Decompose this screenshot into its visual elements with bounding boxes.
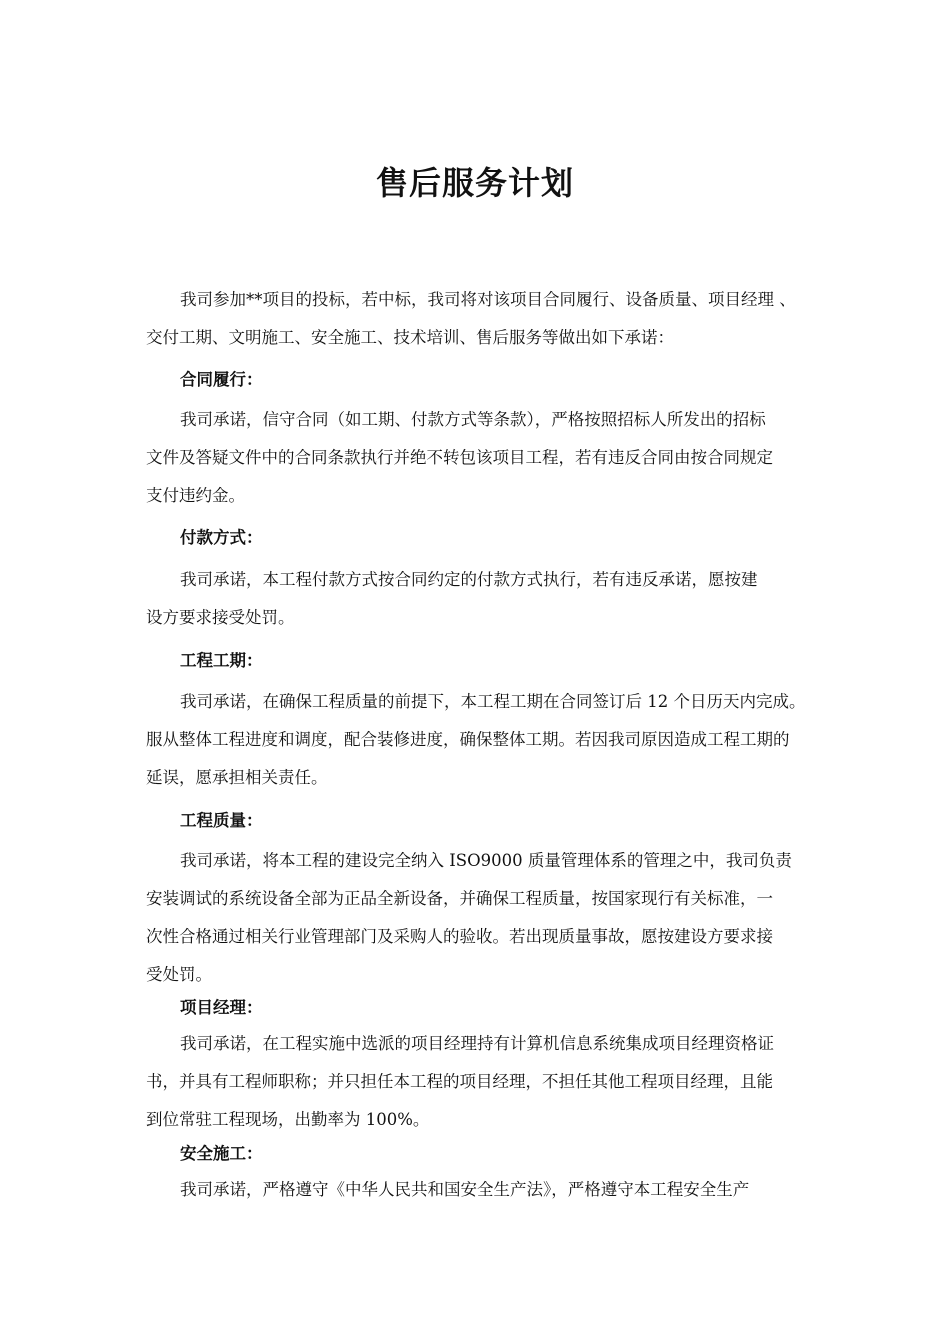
- section-line: 我司承诺，在工程实施中选派的项目经理持有计算机信息系统集成项目经理资格证: [180, 1034, 774, 1053]
- section-line: 设方要求接受处罚。: [146, 608, 295, 627]
- section-heading: 项目经理：: [180, 998, 263, 1017]
- section-heading: 工程工期：: [180, 651, 263, 670]
- section-line: 我司承诺，将本工程的建设完全纳入 ISO9000 质量管理体系的管理之中，我司负责: [180, 851, 792, 870]
- section-line: 次性合格通过相关行业管理部门及采购人的验收。若出现质量事故，愿按建设方要求接: [146, 927, 773, 946]
- section-line: 我司承诺，本工程付款方式按合同约定的付款方式执行，若有违反承诺，愿按建: [180, 570, 758, 589]
- section-heading: 付款方式：: [180, 528, 263, 547]
- intro-line: 交付工期、文明施工、安全施工、技术培训、售后服务等做出如下承诺：: [146, 328, 674, 347]
- section-line: 受处罚。: [146, 965, 212, 984]
- section-line: 服从整体工程进度和调度，配合装修进度，确保整体工期。若因我司原因造成工程工期的: [146, 730, 790, 749]
- section-line: 延误，愿承担相关责任。: [146, 768, 328, 787]
- section-line: 书，并具有工程师职称；并只担任本工程的项目经理，不担任其他工程项目经理，且能: [146, 1072, 773, 1091]
- section-line: 到位常驻工程现场，出勤率为 100%。: [146, 1110, 430, 1129]
- section-heading: 工程质量：: [180, 811, 263, 830]
- intro-line: 我司参加**项目的投标，若中标，我司将对该项目合同履行、设备质量、项目经理 、: [180, 290, 796, 309]
- section-line: 我司承诺，信守合同（如工期、付款方式等条款），严格按照招标人所发出的招标: [180, 410, 766, 429]
- section-line: 支付违约金。: [146, 486, 245, 505]
- section-line: 我司承诺，严格遵守《中华人民共和国安全生产法》，严格遵守本工程安全生产: [180, 1180, 750, 1199]
- section-heading: 合同履行：: [180, 370, 263, 389]
- document-title: 售后服务计划: [375, 164, 574, 202]
- section-line: 安装调试的系统设备全部为正品全新设备，并确保工程质量，按国家现行有关标准，一: [146, 889, 773, 908]
- section-line: 我司承诺，在确保工程质量的前提下，本工程工期在合同签订后 12 个日历天内完成。: [180, 692, 806, 711]
- section-heading: 安全施工：: [180, 1144, 263, 1163]
- section-line: 文件及答疑文件中的合同条款执行并绝不转包该项目工程，若有违反合同由按合同规定: [146, 448, 773, 467]
